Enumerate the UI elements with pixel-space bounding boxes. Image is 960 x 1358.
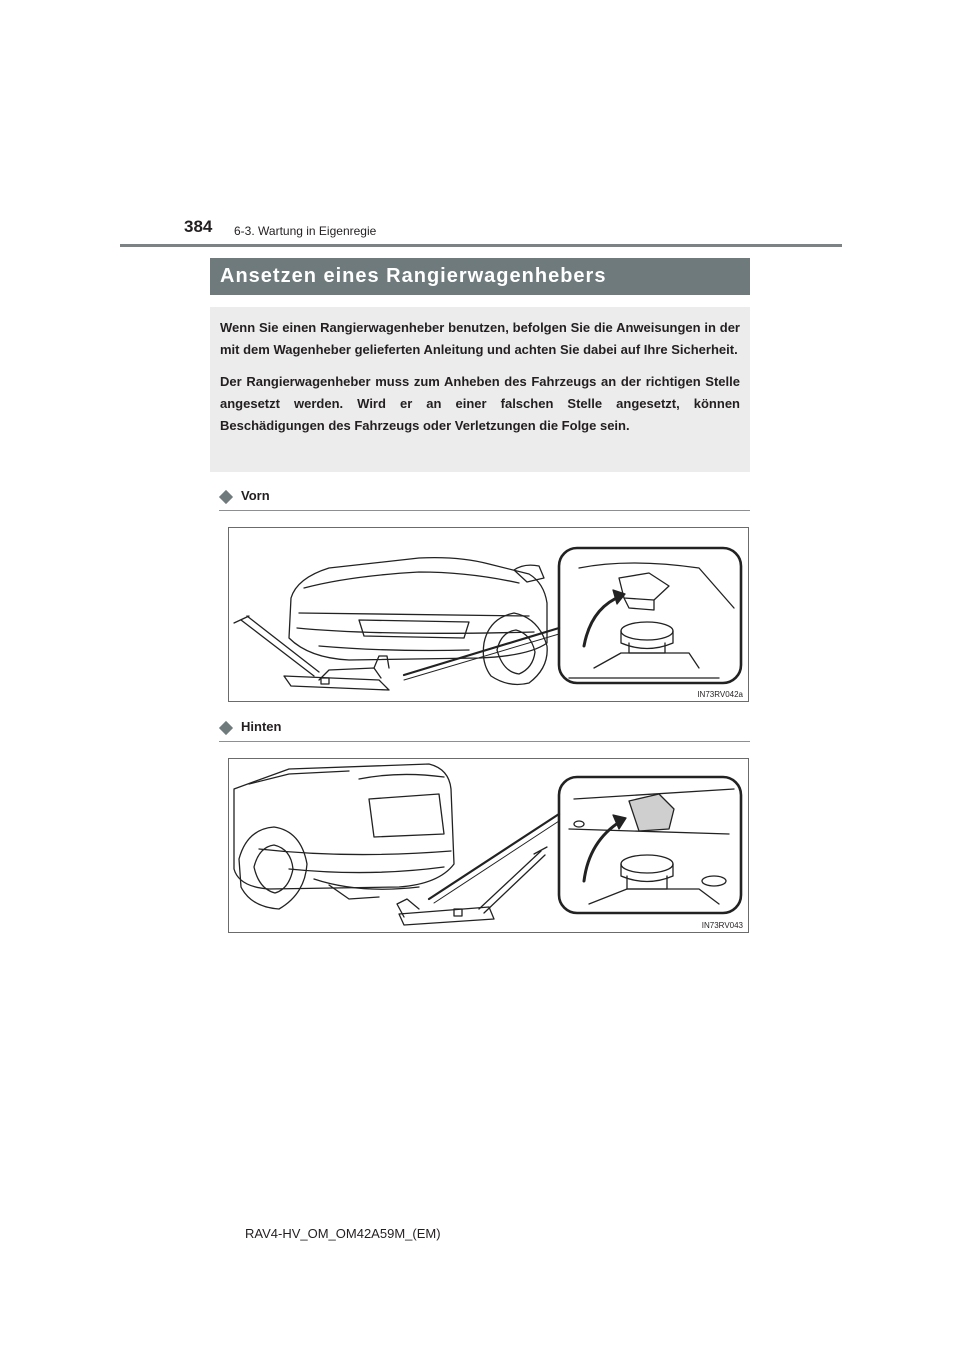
intro-paragraph-1: Wenn Sie einen Rangierwagenheber benutzen, befolgen Sie die Anweisungen in der mit dem Wagenheber gelieferten Anleitung und achten Sie dabei auf Ihre Sicherheit.	[220, 320, 740, 357]
header-divider	[120, 244, 842, 247]
rear-jack-illustration	[229, 759, 748, 932]
diamond-bullet-icon	[219, 721, 233, 735]
subhead-front-label: Vorn	[241, 488, 270, 503]
figure-front-jack	[228, 527, 749, 702]
figure-code-front: IN73RV042a	[697, 690, 743, 699]
intro-paragraph-2: Der Rangierwagenheber muss zum Anheben des Fahrzeugs an der richtigen Stelle angesetzt werden. Wird er an einer falschen Stelle angesetzt, können Beschädigungen des Fahrzeugs oder Verletzungen die Folge sein.	[220, 374, 740, 433]
figure-rear-jack	[228, 758, 749, 933]
section-reference: 6-3. Wartung in Eigenregie	[234, 224, 377, 238]
diamond-bullet-icon	[219, 490, 233, 504]
subhead-rear	[219, 719, 750, 742]
subhead-front	[219, 488, 750, 511]
page-number: 384	[184, 217, 213, 236]
footer-doc-id: RAV4-HV_OM_OM42A59M_(EM)	[245, 1226, 441, 1241]
subhead-rear-label: Hinten	[241, 719, 282, 734]
figure-code-rear: IN73RV043	[701, 921, 743, 930]
page-title: Ansetzen eines Rangierwagenhebers	[210, 258, 750, 295]
front-jack-illustration	[229, 528, 748, 701]
intro-box	[210, 307, 750, 472]
